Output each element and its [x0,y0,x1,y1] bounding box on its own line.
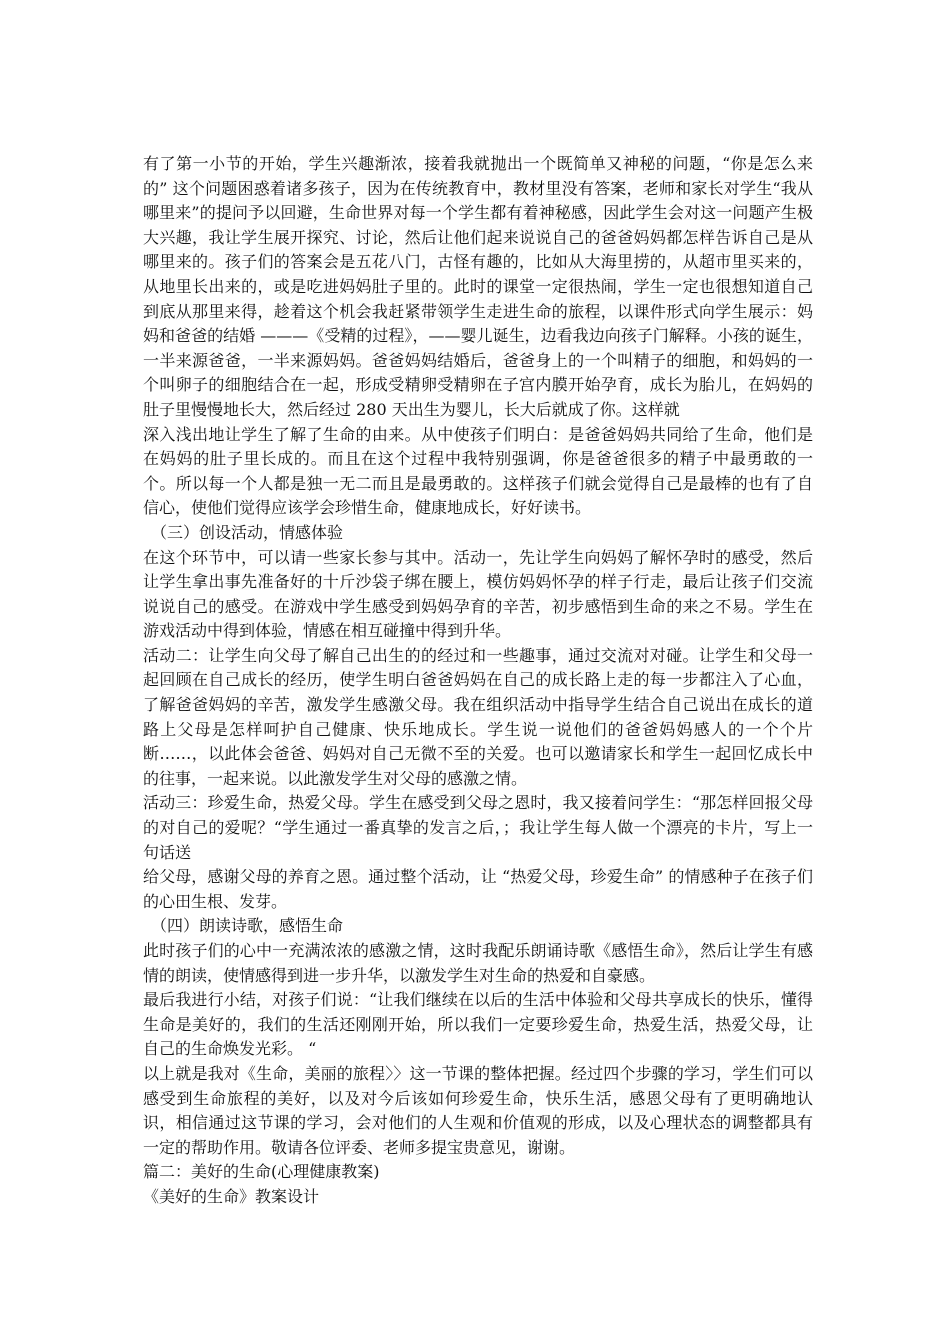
section-heading-poetry: （四）朗读诗歌，感悟生命 [151,916,344,936]
paragraph-birth-explanation: 深入浅出地让学生了解了生命的由来。从中使孩子们明白：是爸爸妈妈共同给了生命，他们是在妈妈的肚子里长成的。而且在这个过程中我特别强调，你是爸爸很多的精子中最勇敢的一个。所以每一个人都是独一无二而且是最勇敢的。这样孩子们就会觉得自己是最棒的也有了自信心，使他们觉得应该学会珍惜生命，健康地成长，好好读书。 [143,424,813,518]
section-heading-activities: （三）创设活动，情感体验 [151,522,344,542]
paragraph-conclusion: 以上就是我对《生命，美丽的旅程〉〉这一节课的整体把握。经过四个步骤的学习，学生们可以感受到生命旅程的美好，以及对今后该如何珍爱生命，快乐生活，感恩父母有了更明确地认识，相信通过这节课的学习，会对他们的人生观和价值观的形成，以及心理状态的调整都具有一定的帮助作用。敬请各位评委、老师多提宝贵意见，谢谢。 [143,1063,813,1157]
paragraph-activity-three-continued: 给父母，感谢父母的养育之恩。通过整个活动，让 “热爱父母，珍爱生命” 的情感种子在孩子们的心田生根、发芽。 [143,867,813,911]
lesson-plan-title: 《美好的生命》教案设计 [143,1186,320,1206]
paragraph-activity-three: 活动三：珍爱生命，热爱父母。学生在感受到父母之恩时，我又接着问学生：“那怎样回报父母的对自己的爱呢？“学生通过一番真挚的发言之后，；我让学生每人做一个漂亮的卡片，写上一句话送 [143,793,813,862]
paragraph-summary: 最后我进行小结，对孩子们说：“让我们继续在以后的生活中体验和父母共享成长的快乐，懂得生命是美好的，我们的生活还刚刚开始，所以我们一定要珍爱生命，热爱生活，热爱父母，让自己的生命焕发光彩。 “ [143,990,813,1059]
paragraph-activity-one: 在这个环节中，可以请一些家长参与其中。活动一，先让学生向妈妈了解怀孕时的感受，然后让学生拿出事先准备好的十斤沙袋子绑在腰上，模仿妈妈怀孕的样子行走，最后让孩子们交流说说自己的感受。在游戏中学生感受到妈妈孕育的辛苦，初步感悟到生命的来之不易。学生在游戏活动中得到体验，情感在相互碰撞中得到升华。 [143,547,813,641]
chapter-title: 篇二：美好的生命(心理健康教案) [143,1162,380,1182]
paragraph-birth-origin: 有了第一小节的开始，学生兴趣渐浓，接着我就抛出一个既简单又神秘的问题，“你是怎么来的” 这个问题困惑着诸多孩子，因为在传统教育中，教材里没有答案，老师和家长对学生“我从哪里来”的提问予以回避，生命世界对每一个学生都有着神秘感，因此学生会对这一问题产生极大兴趣，我让学生展开探究、讨论，然后让他们起来说说自己的爸爸妈妈都怎样告诉自己是从哪里来的。孩子们的答案会是五花八门，古怪有趣的，比如从大海里捞的，从超市里买来的，从地里长出来的，或是吃进妈妈肚子里的。此时的课堂一定很热闹，学生一定也很想知道自己到底从那里来得，趁着这个机会我赶紧带领学生走进生命的旅程，以课件形式向学生展示：妈妈和爸爸的结婚 ———《受精的过程》，——婴儿诞生，边看我边向孩子门解释。小孩的诞生，一半来源爸爸，一半来源妈妈。爸爸妈妈结婚后，爸爸身上的一个叫精子的细胞，和妈妈的一个叫卵子的细胞结合在一起，形成受精卵受精卵在子宫内膜开始孕育，成长为胎儿，在妈妈的肚子里慢慢地长大，然后经过 280 天出生为婴儿，长大后就成了你。这样就 [143,154,813,419]
document-body [143,152,813,1210]
paragraph-poetry: 此时孩子们的心中一充满浓浓的感激之情，这时我配乐朗诵诗歌《感悟生命》，然后让学生有感情的朗读，使情感得到进一步升华，以激发学生对生命的热爱和自豪感。 [143,941,813,985]
paragraph-activity-two: 活动二：让学生向父母了解自己出生的的经过和一些趣事，通过交流对对碰。让学生和父母一起回顾在自己成长的经历，使学生明白爸爸妈妈在自己的成长路上走的每一步都注入了心血，了解爸爸妈妈的辛苦，激发学生感激父母。我在组织活动中指导学生结合自己说出在成长的道路上父母是怎样呵护自己健康、快乐地成长。学生说一说他们的爸爸妈妈感人的一个个片断……，以此体会爸爸、妈妈对自己无微不至的关爱。也可以邀请家长和学生一起回忆成长中的往事，一起来说。以此激发学生对父母的感激之情。 [143,645,813,788]
